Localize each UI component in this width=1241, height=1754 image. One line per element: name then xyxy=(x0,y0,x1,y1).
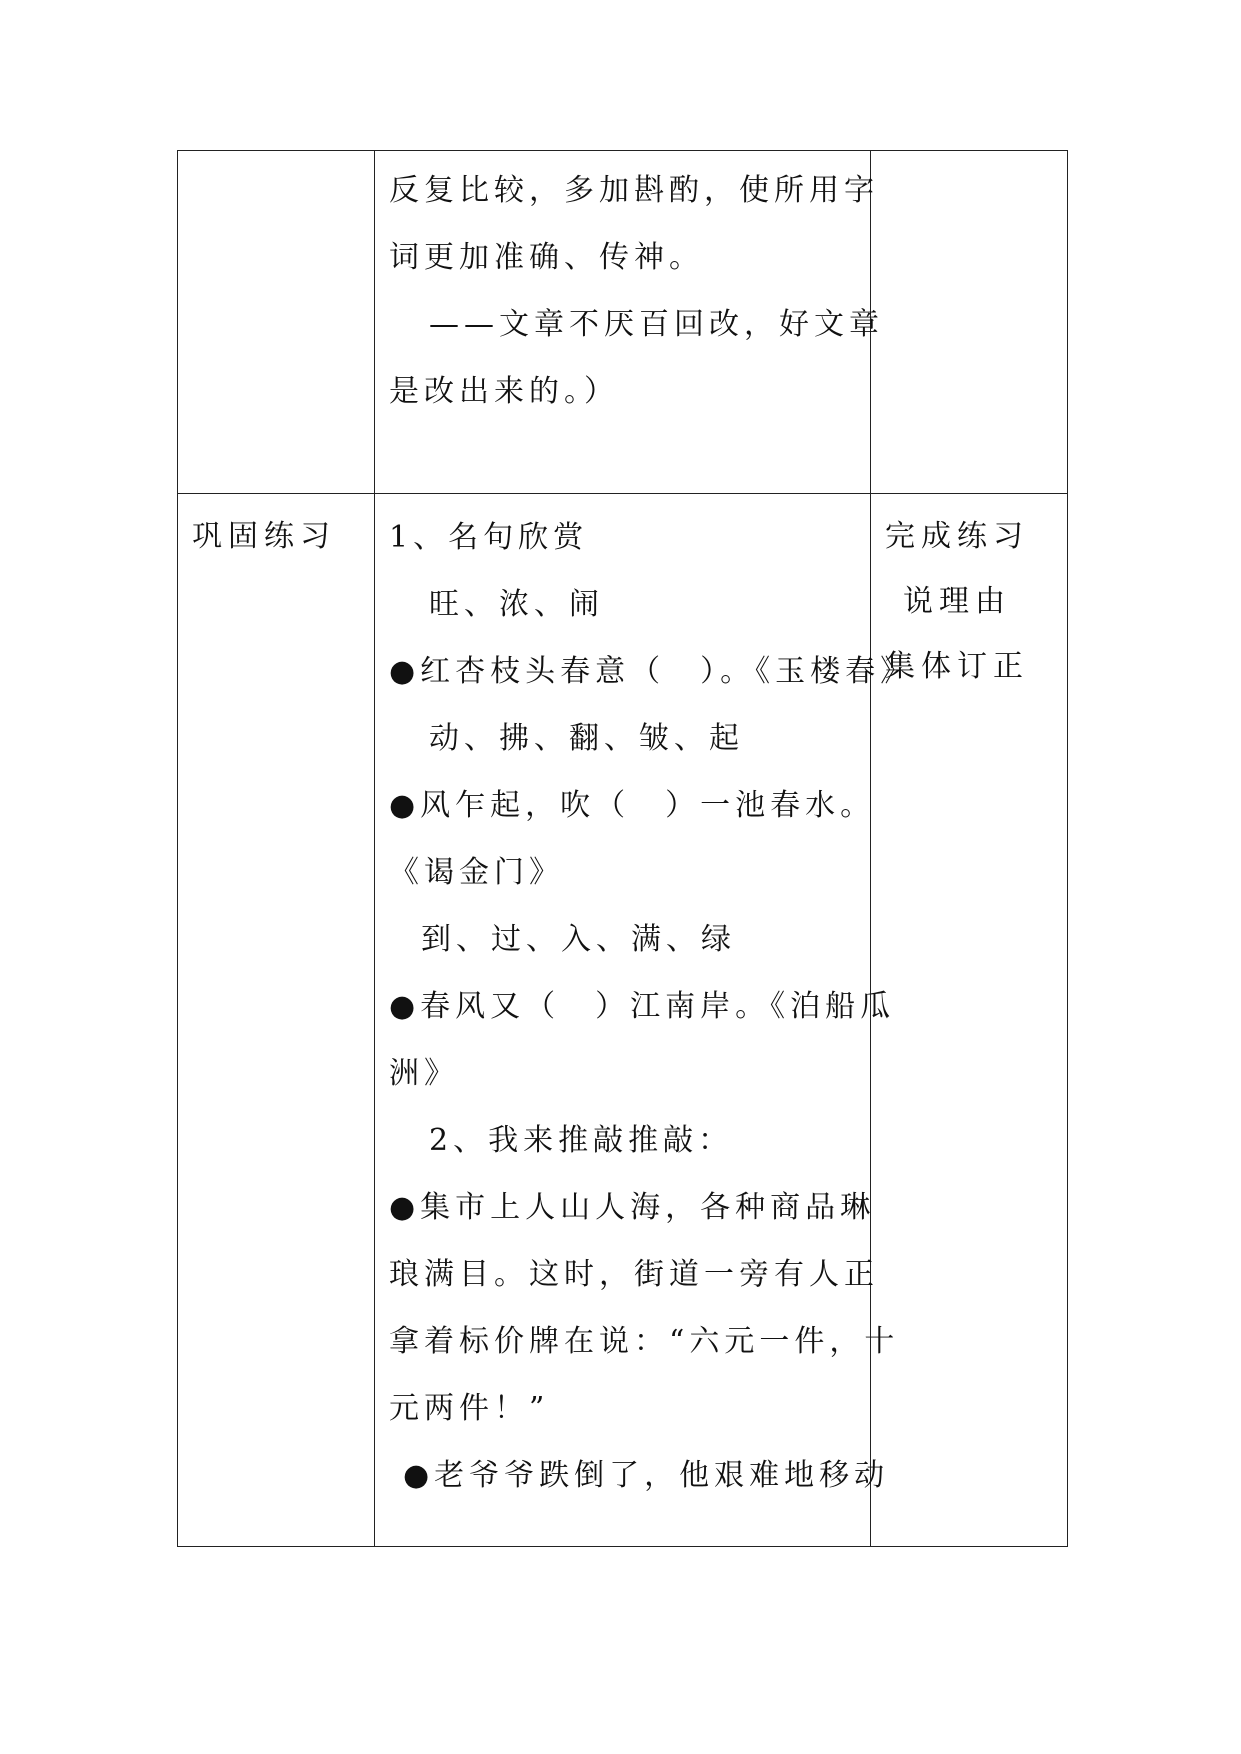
note-line: 完成练习 xyxy=(885,519,1029,554)
stage-cell xyxy=(178,494,375,1547)
exercise-line: ●风乍起，吹（ ）一池春水。 xyxy=(389,788,876,823)
word-options: 到、过、入、满、绿 xyxy=(421,922,736,957)
notes-text xyxy=(871,151,1067,161)
exercise-line: 拿着标价牌在说：“六元一件，十 xyxy=(389,1324,900,1359)
word-options: 旺、浓、闹 xyxy=(429,587,604,622)
lesson-plan-table xyxy=(177,150,1068,1547)
content-cell xyxy=(375,151,884,494)
content-line: 词更加准确、传神。 xyxy=(389,240,704,275)
table-row xyxy=(178,494,1068,1547)
note-line: 集体订正 xyxy=(885,649,1029,684)
notes-cell xyxy=(871,494,1068,1547)
exercise-line: 琅满目。这时，街道一旁有人正 xyxy=(389,1257,879,1292)
content-cell xyxy=(375,494,916,1547)
section-heading: 1、名句欣赏 xyxy=(389,520,589,555)
content-line: 是改出来的。） xyxy=(389,374,619,409)
stage-label: 巩固练习 xyxy=(192,519,336,554)
exercise-line: ●老爷爷跌倒了，他艰难地移动 xyxy=(403,1458,890,1493)
stage-label xyxy=(178,151,374,161)
exercise-line: 洲》 xyxy=(389,1056,459,1091)
content-text xyxy=(375,494,916,1509)
section-heading: 2、我来推敲推敲： xyxy=(429,1123,734,1158)
content-line: 反复比较，多加斟酌，使所用字 xyxy=(389,173,879,208)
exercise-line: 《谒金门》 xyxy=(389,855,564,890)
notes-cell xyxy=(871,151,1068,494)
table-row xyxy=(178,151,1068,494)
exercise-line: ●春风又（ ）江南岸。《泊船瓜 xyxy=(389,989,896,1024)
exercise-line: ●集市上人山人海，各种商品琳 xyxy=(389,1190,876,1225)
content-line: ——文章不厌百回改，好文章 xyxy=(429,307,884,342)
exercise-line: 元两件！” xyxy=(389,1391,550,1426)
exercise-line: ●红杏枝头春意（ ）。《玉楼春》 xyxy=(389,654,916,689)
note-line: 说理由 xyxy=(903,584,1011,619)
word-options: 动、拂、翻、皱、起 xyxy=(429,721,744,756)
stage-cell xyxy=(178,151,375,494)
content-text xyxy=(375,151,884,425)
